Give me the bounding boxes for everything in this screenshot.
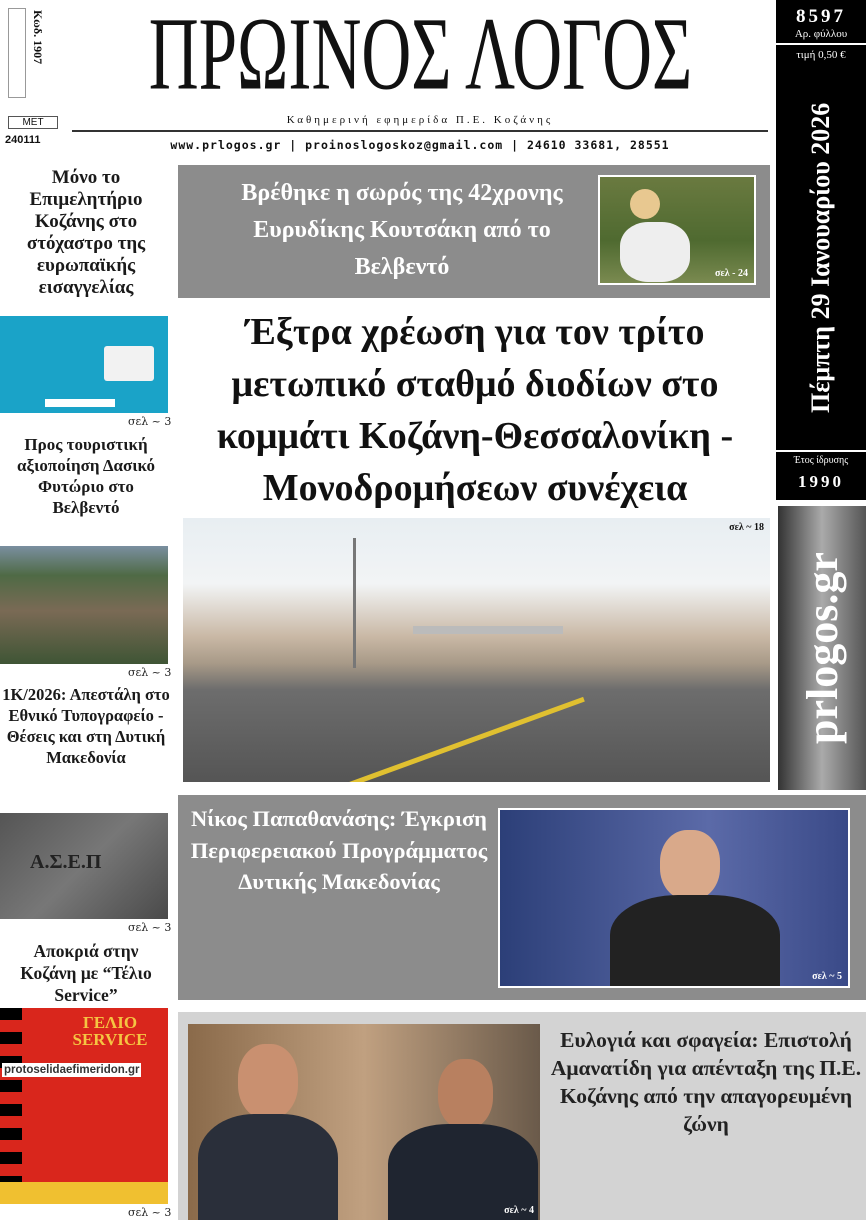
newspaper-title: ΠΡΩΙΝΟΣ ΛΟΓΟΣ — [148, 0, 692, 112]
met-label: ΜΕΤ — [8, 116, 58, 129]
papathanasis-page: σελ ~ 5 — [812, 971, 842, 982]
story-top-image — [598, 175, 756, 285]
left-headline-4[interactable]: Αποκριά στην Κοζάνη με “Τέλιο Service” — [20, 941, 152, 1005]
issue-sidebar — [776, 0, 866, 500]
masthead-divider — [72, 130, 768, 132]
met-code: 240111 — [5, 134, 41, 146]
poster-title: ΓΕΛΙΟ SERVICE — [72, 1013, 148, 1049]
site-banner[interactable] — [778, 506, 866, 790]
amanatidis-image — [188, 1024, 540, 1220]
left-image-3 — [0, 813, 168, 919]
founded-label: Έτος ίδρυσης — [793, 455, 849, 466]
papathanasis-headline: Νίκος Παπαθανάσης: Έγκριση Περιφερειακού Προγράμματος Δυτικής Μακεδονίας — [190, 806, 488, 894]
left-headline-3[interactable]: 1Κ/2026: Απεστάλη στο Εθνικό Τυπογραφείο - Θέσεις και στη Δυτική Μακεδονία — [2, 685, 170, 767]
main-headline[interactable]: Έξτρα χρέωση για τον τρίτο μετωπικό σταθμό διοδίων στο κομμάτι Κοζάνη-Θεσσαλονίκη - Μονοδρομήσεων συνέχεια — [216, 311, 734, 509]
issue-label: Αρ. φύλλου — [776, 28, 866, 45]
left-image-1 — [0, 316, 168, 413]
main-page: σελ ~ 18 — [729, 522, 764, 533]
contact-line: www.prlogos.gr | proinoslogoskoz@gmail.com | 24610 33681, 28551 — [170, 138, 670, 152]
asep-sign: Α.Σ.Ε.Π — [30, 851, 102, 873]
newspaper-subtitle: Καθημερινή εφημερίδα Π.Ε. Κοζάνης — [286, 114, 554, 126]
amanatidis-headline: Ευλογιά και σφαγεία: Επιστολή Αμανατίδη για απένταξη της Π.Ε. Κοζάνης από την απαγορευμένη ζώνη — [550, 1028, 862, 1136]
issue-number: 8597 — [796, 6, 846, 27]
left-page-1: σελ ~ 3 — [128, 415, 172, 428]
papathanasis-image — [498, 808, 850, 988]
left-page-4: σελ ~ 3 — [128, 1206, 172, 1219]
site-banner-text: prlogos.gr — [798, 552, 847, 744]
left-page-3: σελ ~ 3 — [128, 921, 172, 934]
left-headline-2[interactable]: Προς τουριστική αξιοποίηση Δασικό Φυτώριο στο Βελβεντό — [17, 435, 155, 517]
left-image-4 — [0, 1008, 168, 1204]
amanatidis-page: σελ ~ 4 — [504, 1205, 534, 1216]
main-image — [183, 518, 770, 782]
watermark: protoselidaefimeridon.gr — [4, 1064, 140, 1076]
left-image-2 — [0, 546, 168, 664]
price: τιμή 0,50 € — [796, 49, 846, 61]
story-top-page: σελ - 24 — [715, 268, 748, 279]
masthead-title-wrap — [70, 0, 770, 110]
story-amanatidis[interactable] — [178, 1012, 866, 1220]
masthead-icons — [8, 8, 26, 98]
code-label: Κωδ. 1907 — [31, 10, 45, 65]
issue-date: Πέμπτη 29 Ιανουαρίου 2026 — [806, 102, 835, 413]
left-page-2: σελ ~ 3 — [128, 666, 172, 679]
story-papathanasis[interactable] — [178, 795, 866, 1000]
story-top-headline: Βρέθηκε η σωρός της 42χρονης Ευρυδίκης Κουτσάκη από το Βελβεντό — [241, 180, 563, 280]
founded-year: 1990 — [798, 472, 844, 491]
left-headline-1[interactable]: Μόνο το Επιμελητήριο Κοζάνης στο στόχαστρο της ευρωπαϊκής εισαγγελίας — [26, 167, 146, 298]
story-top[interactable] — [178, 165, 770, 298]
